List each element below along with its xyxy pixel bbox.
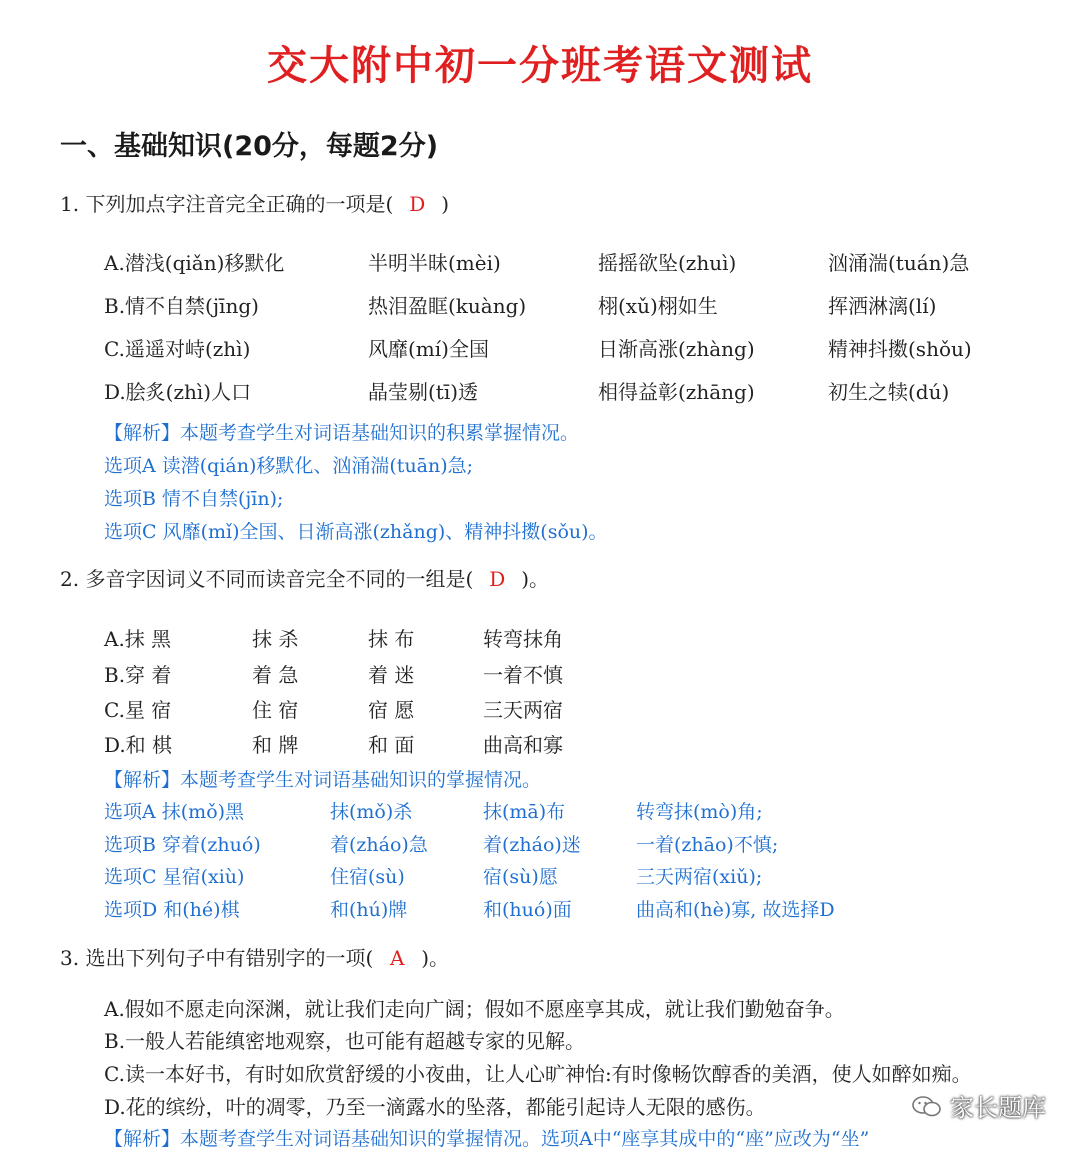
question-1-text: 1. 下列加点字注音完全正确的一项是( <box>60 192 394 216</box>
analysis-cell: 和(hú)牌 <box>330 899 408 921</box>
watermark <box>912 1088 1046 1123</box>
q2-option-cell: 和 牌 <box>252 733 299 757</box>
q2-option-cell: A.抹 黑 <box>104 627 172 651</box>
question-3-analysis: 【解析】本题考查学生对词语基础知识的掌握情况。选项A中“座享其成中的“座”应改为“坐” <box>104 1128 870 1150</box>
analysis-line: 选项A 读潜(qián)移默化、汹涌湍(tuān)急; <box>104 455 474 477</box>
q2-option-cell: D.和 棋 <box>104 733 173 757</box>
q1-option-cell: 热泪盈眶(kuàng) <box>368 294 527 318</box>
section-heading: 一、基础知识(20分，每题2分) <box>60 131 439 162</box>
question-2-answer: D <box>489 567 506 591</box>
q1-option-cell: 风靡(mí)全国 <box>368 337 489 361</box>
q2-option-cell: 三天两宿 <box>483 698 563 722</box>
analysis-cell: 三天两宿(xiǔ); <box>636 866 763 888</box>
analysis-cell: 和(huó)面 <box>483 899 572 921</box>
q2-option-cell: C.星 宿 <box>104 698 172 722</box>
q1-option-cell: B.情不自禁(jīng) <box>104 294 259 318</box>
analysis-cell: 抹(mǒ)杀 <box>330 801 413 823</box>
analysis-cell: 选项B 穿着(zhuó) <box>104 834 261 856</box>
q1-option-cell: 相得益彰(zhāng) <box>598 380 755 404</box>
question-2-text: 2. 多音字因词义不同而读音完全不同的一组是( <box>60 567 474 591</box>
question-3-close: )。 <box>421 946 450 970</box>
q1-option-cell: D.脍炙(zhì)人口 <box>104 380 252 404</box>
q2-option-cell: 和 面 <box>368 733 415 757</box>
q3-option: B.一般人若能缜密地观察，也可能有超越专家的见解。 <box>104 1029 586 1053</box>
q2-option-cell: 一着不慎 <box>483 663 563 687</box>
analysis-line: 【解析】本题考查学生对词语基础知识的掌握情况。 <box>104 769 542 791</box>
q1-option-cell: 汹涌湍(tuán)急 <box>828 251 970 275</box>
page-title: 交大附中初一分班考语文测试 <box>267 43 813 89</box>
q1-option-cell: 精神抖擞(shǒu) <box>828 337 972 361</box>
q1-option-cell: 挥洒淋漓(lí) <box>828 294 937 318</box>
analysis-cell: 抹(mā)布 <box>483 801 566 823</box>
watermark-text: 家长题库 <box>950 1094 1046 1122</box>
q1-option-cell: 初生之犊(dú) <box>828 380 950 404</box>
analysis-cell: 选项A 抹(mǒ)黑 <box>104 801 245 823</box>
q2-option-cell: 住 宿 <box>252 698 299 722</box>
analysis-line: 选项C 风靡(mǐ)全国、日渐高涨(zhǎng)、精神抖擞(sǒu)。 <box>104 521 608 543</box>
q1-option-cell: A.潜浅(qiǎn)移默化 <box>104 251 285 275</box>
question-2-close: )。 <box>521 567 550 591</box>
q3-option: A.假如不愿走向深渊，就让我们走向广阔；假如不愿座享其成，就让我们勤勉奋争。 <box>104 997 845 1021</box>
question-1 <box>60 188 449 217</box>
analysis-cell: 着(zháo)急 <box>330 834 428 856</box>
analysis-cell: 着(zháo)迷 <box>483 834 581 856</box>
wechat-icon <box>912 1096 942 1118</box>
analysis-cell: 宿(sù)愿 <box>483 866 558 888</box>
analysis-line: 选项B 情不自禁(jīn); <box>104 488 284 510</box>
q2-option-cell: 着 迷 <box>368 663 415 687</box>
q2-option-cell: B.穿 着 <box>104 663 172 687</box>
question-3-text: 3. 选出下列句子中有错别字的一项( <box>60 946 374 970</box>
analysis-line: 【解析】本题考查学生对词语基础知识的积累掌握情况。 <box>104 422 580 444</box>
question-3 <box>60 942 449 971</box>
q1-option-cell: C.遥遥对峙(zhì) <box>104 337 251 361</box>
analysis-cell: 一着(zhāo)不慎; <box>636 834 779 856</box>
question-2 <box>60 563 549 592</box>
q2-option-cell: 转弯抹角 <box>483 627 563 651</box>
q2-option-cell: 曲高和寡 <box>483 733 563 757</box>
question-1-close: ) <box>441 192 450 216</box>
question-1-answer: D <box>409 192 426 216</box>
analysis-cell: 选项C 星宿(xiù) <box>104 866 245 888</box>
q2-option-cell: 着 急 <box>252 663 299 687</box>
q2-option-cell: 抹 布 <box>368 627 415 651</box>
q2-option-cell: 抹 杀 <box>252 627 299 651</box>
q1-option-cell: 摇摇欲坠(zhuì) <box>598 251 737 275</box>
q1-option-cell: 日渐高涨(zhàng) <box>598 337 755 361</box>
question-3-answer: A <box>390 946 405 970</box>
q2-option-cell: 宿 愿 <box>368 698 415 722</box>
q1-option-cell: 半明半昧(mèi) <box>368 251 501 275</box>
q3-option: D.花的缤纷，叶的凋零，乃至一滴露水的坠落，都能引起诗人无限的感伤。 <box>104 1095 766 1119</box>
analysis-cell: 选项D 和(hé)棋 <box>104 899 240 921</box>
analysis-cell: 转弯抹(mò)角; <box>636 801 763 823</box>
q1-option-cell: 栩(xǔ)栩如生 <box>598 294 718 318</box>
q3-option: C.读一本好书，有时如欣赏舒缓的小夜曲，让人心旷神怡:有时像畅饮醇香的美酒，使人如醉如痴。 <box>104 1062 972 1086</box>
analysis-cell: 曲高和(hè)寡, 故选择D <box>636 899 835 921</box>
analysis-cell: 住宿(sù) <box>330 866 405 888</box>
q1-option-cell: 晶莹剔(tī)透 <box>368 380 479 404</box>
